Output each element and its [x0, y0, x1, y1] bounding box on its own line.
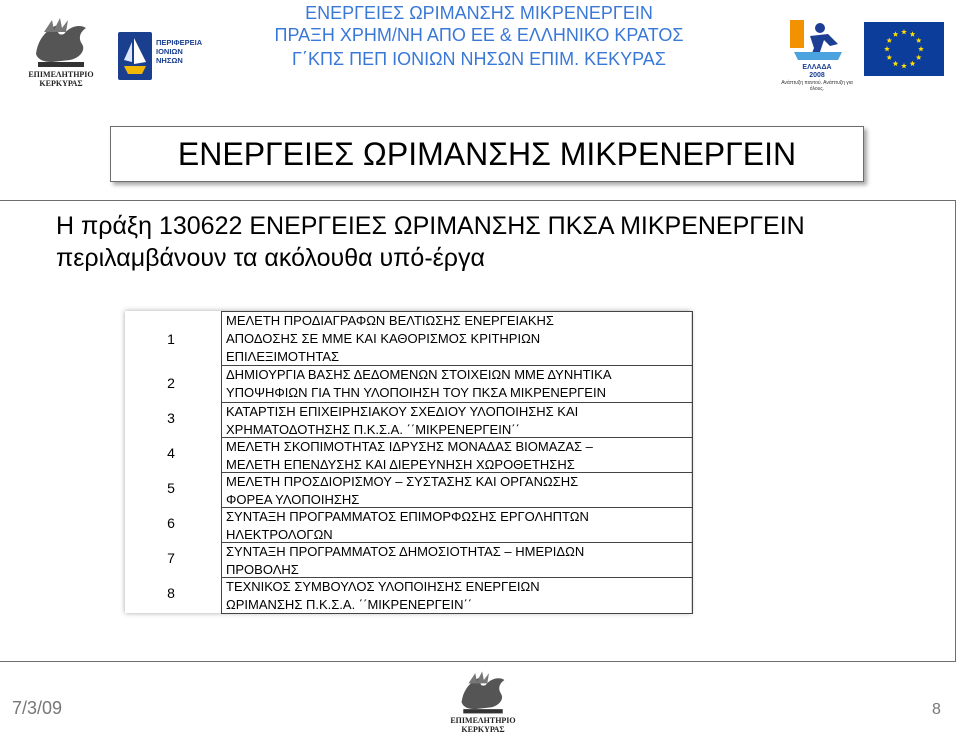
subproject-number: 2 — [167, 375, 175, 391]
page-number: 8 — [932, 701, 941, 718]
subproject-description: ΣΥΝΤΑΞΗ ΠΡΟΓΡΑΜΜΑΤΟΣ ΔΗΜΟΣΙΟΤΗΤΑΣ – ΗΜΕΡΙΔΩΝ ΠΡΟΒΟΛΗΣ — [226, 544, 585, 577]
greece-logo-caption-1: ΕΛΛΑΔΑ — [802, 64, 832, 71]
intro-line-2: περιλαμβάνουν τα ακόλουθα υπό-έργα — [56, 244, 485, 272]
header-line-1: ΕΝΕΡΓΕΙΕΣ ΩΡΙΜΑΝΣΗΣ ΜΙΚΡΕΝΕΡΓΕΙΝ — [305, 3, 653, 23]
chamber-logo-caption-2: ΚΕΡΚΥΡΑΣ — [39, 79, 83, 88]
subproject-number: 4 — [167, 445, 175, 461]
subproject-description: ΤΕΧΝΙΚΟΣ ΣΥΜΒΟΥΛΟΣ ΥΛΟΠΟΙΗΣΗΣ ΕΝΕΡΓΕΙΩΝ ΩΡΙΜΑΝΣΗΣ Π.Κ.Σ.Α. ΄΄ΜΙΚΡΕΝΕΡΓΕΙΝ΄΄ — [226, 579, 540, 612]
table-row — [222, 508, 692, 543]
ship-emblem-icon — [118, 26, 154, 84]
winged-lion-emblem-icon — [30, 14, 92, 70]
eu-flag-logo — [864, 22, 944, 76]
region-logo-caption-1: ΠΕΡΙΦΕΡΕΙΑ — [156, 38, 203, 47]
subproject-description: ΜΕΛΕΤΗ ΠΡΟΣΔΙΟΡΙΣΜΟΥ – ΣΥΣΤΑΣΗΣ ΚΑΙ ΟΡΓΑΝΩΣΗΣ ΦΟΡΕΑ ΥΛΟΠΟΙΗΣΗΣ — [226, 474, 579, 507]
runner-figure-icon — [780, 18, 854, 64]
greece-logo-caption-2: 2008 — [809, 72, 825, 79]
table-row — [222, 366, 692, 403]
subproject-description: ΔΗΜΙΟΥΡΓΙΑ ΒΑΣΗΣ ΔΕΔΟΜΕΝΩΝ ΣΤΟΙΧΕΙΩΝ ΜΜΕ ΔΥΝΗΤΙΚΑ ΥΠΟΨΗΦΙΩΝ ΓΙΑ ΤΗΝ ΥΛΟΠΟΙΗΣΗ ΤΟΥ ΠΚΣΑ ΜΙΚΡΕΝΕΡΓΕΙΝ — [226, 367, 612, 400]
intro-text — [56, 210, 936, 274]
greece-2008-logo — [780, 18, 854, 92]
chamber-of-commerce-logo — [22, 14, 100, 94]
region-logo-caption-3: ΝΗΣΩΝ — [156, 56, 183, 65]
header-line-2: ΠΡΑΞΗ ΧΡΗΜ/ΝΗ ΑΠΟ ΕΕ & ΕΛΛΗΝΙΚΟ ΚΡΑΤΟΣ — [274, 25, 684, 45]
winged-lion-emblem-icon — [454, 668, 512, 716]
subproject-description: ΜΕΛΕΤΗ ΠΡΟΔΙΑΓΡΑΦΩΝ ΒΕΛΤΙΩΣΗΣ ΕΝΕΡΓΕΙΑΚΗΣ ΑΠΟΔΟΣΗΣ ΣΕ ΜΜΕ ΚΑΙ ΚΑΘΟΡΙΣΜΟΣ ΚΡΙΤΗΡΙΩΝ ΕΠΙΛΕΞΙΜΟΤΗΤΑΣ — [226, 313, 554, 364]
footer-date: 7/3/09 — [12, 698, 63, 718]
table-row — [222, 403, 692, 438]
ionian-islands-region-logo — [118, 26, 204, 84]
header-line-3: Γ΄ΚΠΣ ΠΕΠ ΙΟΝΙΩΝ ΝΗΣΩΝ ΕΠΙΜ. ΚΕΚΥΡΑΣ — [292, 49, 666, 69]
greece-logo-tagline: Ανάπτυξη παντού. Ανάπτυξη για όλους. — [781, 80, 853, 92]
title-box — [110, 126, 864, 182]
table-row — [222, 543, 692, 578]
table-row — [222, 438, 692, 473]
subproject-number: 8 — [167, 585, 175, 601]
subproject-number-column — [125, 311, 217, 613]
table-row — [222, 473, 692, 508]
table-row — [222, 312, 692, 366]
chamber-logo-caption-1: ΕΠΙΜΕΛΗΤΗΡΙΟ — [28, 70, 94, 79]
subproject-number: 6 — [167, 515, 175, 531]
footer-logo-caption-1: ΕΠΙΜΕΛΗΤΗΡΙΟ — [450, 716, 516, 725]
slide-title: ΕΝΕΡΓΕΙΕΣ ΩΡΙΜΑΝΣΗΣ ΜΙΚΡΕΝΕΡΓΕΙΝ — [177, 136, 797, 172]
subproject-number: 1 — [167, 331, 175, 347]
subproject-description: ΜΕΛΕΤΗ ΣΚΟΠΙΜΟΤΗΤΑΣ ΙΔΡΥΣΗΣ ΜΟΝΑΔΑΣ ΒΙΟΜΑΖΑΣ – ΜΕΛΕΤΗ ΕΠΕΝΔΥΣΗΣ ΚΑΙ ΔΙΕΡΕΥΝΗΣΗ ΧΩΡΟΘΕΤΗΣΗΣ — [226, 439, 593, 472]
eu-stars-icon — [864, 22, 944, 76]
subproject-description: ΣΥΝΤΑΞΗ ΠΡΟΓΡΑΜΜΑΤΟΣ ΕΠΙΜΟΡΦΩΣΗΣ ΕΡΓΟΛΗΠΤΩΝ ΗΛΕΚΤΡΟΛΟΓΩΝ — [226, 509, 589, 542]
subproject-description-column — [221, 311, 693, 614]
footer-logo-caption-2: ΚΕΡΚΥΡΑΣ — [461, 725, 505, 734]
subproject-number: 7 — [167, 550, 175, 566]
subprojects-table — [125, 311, 691, 613]
region-logo-caption-2: ΙΟΝΙΩΝ — [156, 47, 183, 56]
footer-chamber-logo — [444, 668, 522, 744]
table-row — [222, 578, 692, 614]
subproject-number: 3 — [167, 410, 175, 426]
subproject-description: ΚΑΤΑΡΤΙΣΗ ΕΠΙΧΕΙΡΗΣΙΑΚΟΥ ΣΧΕΔΙΟΥ ΥΛΟΠΟΙΗΣΗΣ ΚΑΙ ΧΡΗΜΑΤΟΔΟΤΗΣΗΣ Π.Κ.Σ.Α. ΄΄ΜΙΚΡΕΝΕΡΓΕΙΝ΄΄ — [226, 404, 579, 437]
subproject-number: 5 — [167, 480, 175, 496]
intro-line-1: Η πράξη 130622 ΕΝΕΡΓΕΙΕΣ ΩΡΙΜΑΝΣΗΣ ΠΚΣΑ ΜΙΚΡΕΝΕΡΓΕΙΝ — [56, 212, 805, 240]
